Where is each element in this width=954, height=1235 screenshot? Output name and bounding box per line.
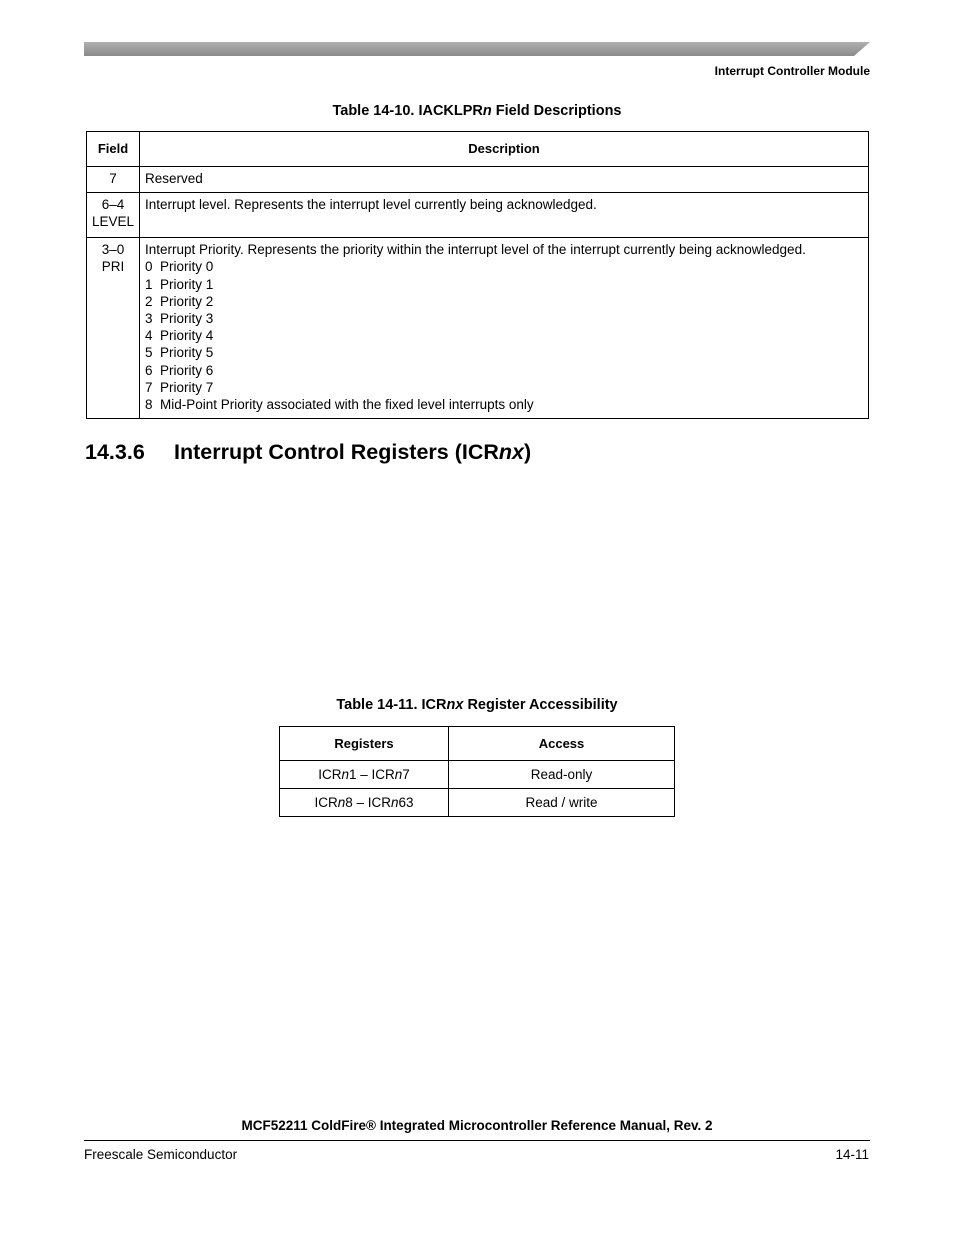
table-row <box>87 238 869 419</box>
description-column-header: Description <box>140 132 869 167</box>
field-cell: 6–4 LEVEL <box>87 193 140 238</box>
footer-manual-title: MCF52211 ColdFire® Integrated Microcontroller Reference Manual, Rev. 2 <box>241 1118 713 1133</box>
table-header-row <box>280 727 675 761</box>
description-text: Interrupt Priority. Represents the priority within the interrupt level of the interrupt currently being acknowledged. <box>145 242 806 258</box>
field-cell: 3–0 PRI <box>87 238 140 419</box>
table-14-11-caption: Table 14-11. ICRnx Register Accessibility <box>336 697 618 713</box>
description-cell: Interrupt level. Represents the interrupt level currently being acknowledged. <box>140 193 869 238</box>
priority-value: 8 Mid-Point Priority associated with the fixed level interrupts only <box>145 397 534 413</box>
priority-value: 2 Priority 2 <box>145 293 214 309</box>
table-header-row <box>87 132 869 167</box>
priority-value: 0 Priority 0 <box>145 259 214 275</box>
priority-value: 1 Priority 1 <box>145 276 214 292</box>
table-14-10-caption: Table 14-10. IACKLPRn Field Descriptions <box>332 103 622 119</box>
priority-value: 5 Priority 5 <box>145 345 214 361</box>
access-cell: Read / write <box>449 789 675 817</box>
priority-value: 7 Priority 7 <box>145 379 214 395</box>
field-descriptions-table <box>86 131 869 419</box>
table-row <box>280 789 675 817</box>
footer-divider <box>84 1140 870 1141</box>
section-heading: 14.3.6 Interrupt Control Registers (ICRnx) <box>85 440 532 464</box>
priority-value: 3 Priority 3 <box>145 311 214 327</box>
registers-cell: ICRn8 – ICRn63 <box>280 789 449 817</box>
table-row <box>87 167 869 193</box>
field-column-header: Field <box>87 132 140 167</box>
table-row <box>87 193 869 238</box>
access-cell: Read-only <box>449 761 675 789</box>
table-row <box>280 761 675 789</box>
page-number: 14-11 <box>835 1147 869 1162</box>
register-accessibility-table <box>279 726 675 817</box>
access-column-header: Access <box>449 727 675 761</box>
footer-company: Freescale Semiconductor <box>84 1147 238 1162</box>
priority-value: 4 Priority 4 <box>145 328 214 344</box>
running-header: Interrupt Controller Module <box>714 64 870 78</box>
description-cell <box>140 238 869 419</box>
registers-cell: ICRn1 – ICRn7 <box>280 761 449 789</box>
description-cell: Reserved <box>140 167 869 193</box>
registers-column-header: Registers <box>280 727 449 761</box>
priority-value: 6 Priority 6 <box>145 362 214 378</box>
field-cell: 7 <box>87 167 140 193</box>
header-bar <box>84 42 870 56</box>
